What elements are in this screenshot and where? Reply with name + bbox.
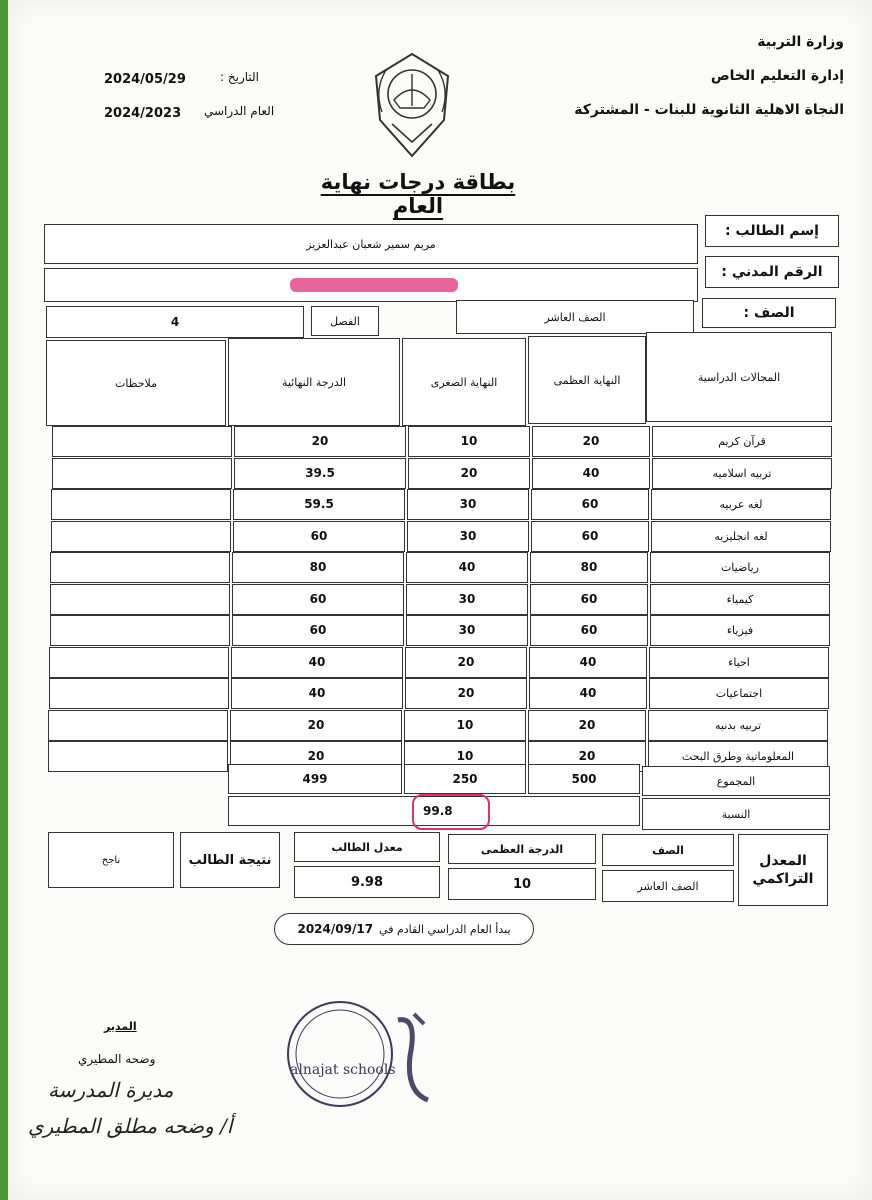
row-max: 60 — [580, 623, 598, 638]
row-subject: قرآن كريم — [718, 434, 766, 448]
principal-name: وضحه المطيري — [78, 1052, 156, 1066]
row-max-cell — [532, 458, 650, 489]
row-final: 20 — [307, 718, 325, 733]
row-min: 20 — [457, 655, 475, 670]
section-value-box — [46, 306, 304, 338]
row-subject-cell — [649, 647, 829, 678]
row-subject: احياء — [728, 655, 750, 669]
header-min: النهاية الصغرى — [402, 338, 526, 426]
summary-class-value-box — [602, 870, 734, 902]
row-final: 60 — [310, 529, 328, 544]
row-final: 59.5 — [304, 497, 334, 512]
row-min: 30 — [459, 497, 477, 512]
next-year-date: 2024/09/17 — [297, 922, 374, 936]
max-grade-value: 10 — [512, 876, 532, 892]
percent-label: النسبة — [721, 807, 751, 821]
row-max-cell — [531, 521, 649, 552]
total-label-box — [642, 766, 830, 796]
cumulative-box — [738, 834, 828, 906]
row-min-cell — [406, 615, 528, 646]
principal-label: المدير — [104, 1020, 137, 1033]
row-min: 10 — [460, 434, 478, 449]
row-min-cell — [407, 521, 529, 552]
percent-label-box — [642, 798, 830, 830]
row-final-cell — [231, 647, 403, 678]
ministry-name: وزارة التربية — [757, 34, 844, 50]
row-notes-cell — [50, 552, 230, 583]
max-grade-label-box — [448, 834, 596, 864]
row-min: 40 — [458, 560, 476, 575]
row-subject: لغه عربيه — [719, 497, 763, 511]
class-label-box — [702, 298, 836, 328]
date-label: التاريخ : — [220, 70, 260, 84]
row-max: 20 — [582, 434, 600, 449]
signature-line-1: مديرة المدرسة — [48, 1078, 174, 1102]
row-final-cell — [230, 710, 402, 741]
total-max: 500 — [571, 772, 597, 786]
row-final: 60 — [309, 592, 327, 607]
row-max: 20 — [578, 718, 596, 733]
school-stamp-icon — [278, 996, 448, 1116]
row-subject-cell — [648, 710, 828, 741]
row-final-cell — [233, 489, 405, 520]
student-avg-value: 9.98 — [350, 874, 384, 890]
row-notes-cell — [51, 521, 231, 552]
row-subject-cell — [652, 426, 832, 457]
row-min: 30 — [458, 592, 476, 607]
total-label: المجموع — [716, 774, 756, 788]
row-final: 40 — [308, 655, 326, 670]
row-subject-cell — [651, 521, 831, 552]
row-notes-cell — [50, 615, 230, 646]
document-page — [8, 0, 872, 1200]
student-name-label: إسم الطالب : — [725, 223, 819, 239]
section-label: الفصل — [330, 314, 360, 328]
row-min-cell — [404, 710, 526, 741]
header-final: الدرجة النهائية — [228, 338, 400, 426]
row-final-cell — [233, 521, 405, 552]
row-max: 60 — [580, 592, 598, 607]
row-max-cell — [529, 678, 647, 709]
cumulative-label-2: التراكمي — [752, 871, 814, 887]
row-max: 40 — [579, 655, 597, 670]
header-notes: ملاحظات — [46, 340, 226, 426]
page-title: بطاقة درجات نهاية العام — [320, 170, 516, 218]
row-subject-cell — [649, 678, 829, 709]
row-max: 60 — [581, 497, 599, 512]
row-final: 20 — [307, 749, 325, 764]
row-min-cell — [407, 489, 529, 520]
row-subject: المعلوماتية وطرق البحث — [681, 749, 795, 763]
max-grade-value-box — [448, 868, 596, 900]
row-max-cell — [531, 489, 649, 520]
row-min: 20 — [457, 686, 475, 701]
percent-highlight — [412, 794, 490, 830]
student-name-label-box — [705, 215, 839, 247]
student-avg-label-box — [294, 832, 440, 862]
row-max: 60 — [581, 529, 599, 544]
row-max-cell — [528, 710, 646, 741]
row-final-cell — [232, 615, 404, 646]
row-notes-cell — [52, 426, 232, 457]
row-subject: اجتماعيات — [715, 686, 763, 700]
row-max-cell — [530, 615, 648, 646]
total-min: 250 — [452, 772, 478, 786]
kuwait-emblem-icon — [364, 50, 460, 162]
row-subject-cell — [650, 584, 830, 615]
student-name-value: مريم سمير شعبان عبدالعزيز — [306, 237, 436, 251]
class-value-box — [456, 300, 694, 334]
signature-line-2: أ/ وضحه مطلق المطيري — [28, 1114, 233, 1138]
row-final: 40 — [308, 686, 326, 701]
section-value: 4 — [170, 315, 180, 329]
row-subject-cell — [650, 552, 830, 583]
row-min-cell — [406, 552, 528, 583]
class-value: الصف العاشر — [544, 310, 606, 324]
row-max-cell — [529, 647, 647, 678]
row-max-cell — [530, 552, 648, 583]
row-subject: تربيه بدنيه — [714, 718, 762, 732]
row-final-cell — [234, 426, 406, 457]
total-max-box — [528, 764, 640, 794]
row-max-cell — [530, 584, 648, 615]
school-name: النجاة الاهلية الثانوية للبنات - المشتركة — [574, 102, 844, 118]
summary-class-label: الصف — [652, 843, 684, 857]
row-min: 10 — [456, 718, 474, 733]
row-subject: رياضيات — [720, 560, 760, 574]
total-final: 499 — [302, 772, 328, 786]
row-final: 80 — [309, 560, 327, 575]
row-max: 40 — [579, 686, 597, 701]
row-final: 60 — [309, 623, 327, 638]
row-notes-cell — [50, 584, 230, 615]
class-label: الصف : — [743, 305, 795, 321]
result-value: ناجح — [101, 854, 121, 866]
summary-class-label-box — [602, 834, 734, 866]
row-notes-cell — [49, 678, 229, 709]
section-label-box — [311, 306, 379, 336]
row-subject-cell — [650, 615, 830, 646]
row-max: 20 — [578, 749, 596, 764]
result-value-box — [48, 832, 174, 888]
total-min-box — [404, 764, 526, 794]
row-final-cell — [234, 458, 406, 489]
row-subject: لغه انجليزيه — [714, 529, 768, 543]
civil-id-label: الرقم المدني : — [721, 264, 823, 280]
result-label-box — [180, 832, 280, 888]
row-notes-cell — [48, 710, 228, 741]
next-year-text: يبدأ العام الدراسي القادم في — [379, 922, 511, 936]
total-final-box — [228, 764, 402, 794]
row-notes-cell — [48, 741, 228, 772]
redaction-mark — [290, 278, 458, 292]
max-grade-label: الدرجة العظمى — [480, 842, 564, 856]
header-max: النهاية العظمى — [528, 336, 646, 424]
row-final-cell — [231, 678, 403, 709]
department-name: إدارة التعليم الخاص — [710, 68, 844, 84]
row-notes-cell — [51, 489, 231, 520]
row-min: 10 — [456, 749, 474, 764]
row-min-cell — [408, 426, 530, 457]
civil-id-label-box — [705, 256, 839, 288]
row-max: 80 — [580, 560, 598, 575]
year-label: العام الدراسي — [204, 104, 275, 118]
row-subject: كيمياء — [726, 592, 754, 606]
row-final-cell — [232, 552, 404, 583]
row-final-cell — [232, 584, 404, 615]
row-final: 20 — [311, 434, 329, 449]
student-name-box — [44, 224, 698, 264]
row-max: 40 — [582, 466, 600, 481]
stamp-text: alnajat schools — [290, 1062, 396, 1078]
row-subject: فيزياء — [726, 623, 754, 637]
summary-class-value: الصف العاشر — [637, 879, 699, 893]
result-label: نتيجة الطالب — [188, 852, 272, 868]
percent-value: 99.8 — [423, 804, 453, 818]
student-avg-value-box — [294, 866, 440, 898]
row-min-cell — [405, 678, 527, 709]
row-max-cell — [532, 426, 650, 457]
cumulative-label-1: المعدل — [759, 853, 807, 869]
row-notes-cell — [52, 458, 232, 489]
row-min-cell — [408, 458, 530, 489]
row-min: 20 — [460, 466, 478, 481]
row-min: 30 — [459, 529, 477, 544]
date-value: 2024/05/29 — [104, 72, 186, 87]
row-subject-cell — [652, 458, 832, 489]
year-value: 2024/2023 — [104, 106, 182, 121]
row-notes-cell — [49, 647, 229, 678]
row-min-cell — [405, 647, 527, 678]
row-subject: تربيه اسلاميه — [712, 466, 772, 480]
student-avg-label: معدل الطالب — [331, 840, 403, 854]
row-final: 39.5 — [305, 466, 335, 481]
next-year-banner — [274, 913, 534, 945]
row-min: 30 — [458, 623, 476, 638]
header-subject: المجالات الدراسية — [646, 332, 832, 422]
row-subject-cell — [651, 489, 831, 520]
row-min-cell — [406, 584, 528, 615]
